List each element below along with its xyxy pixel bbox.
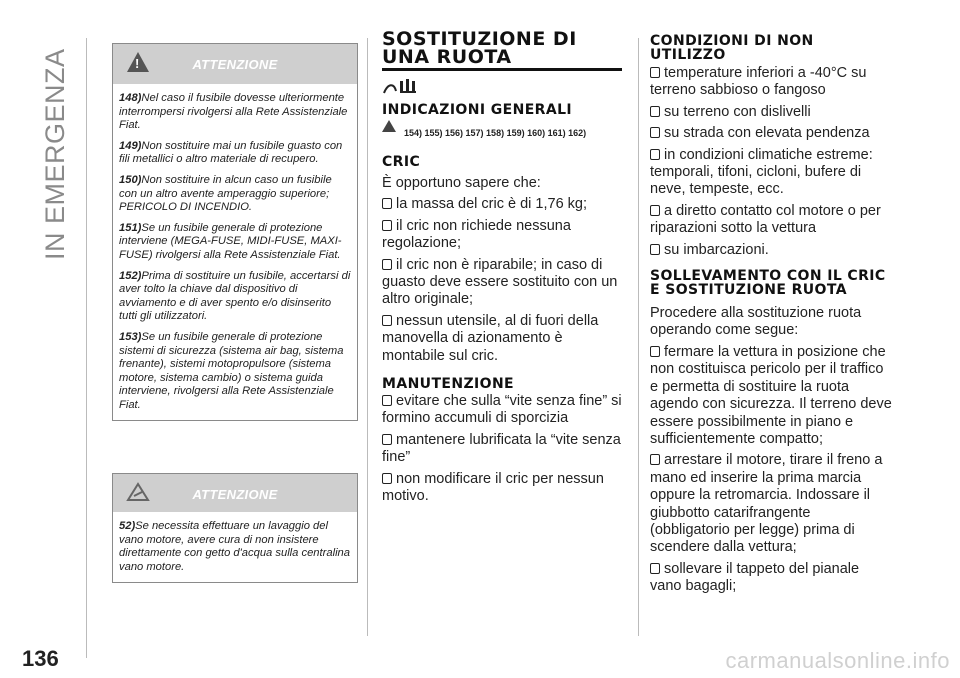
warning-refs: 154) 155) 156) 157) 158) 159) 160) 161) 162) bbox=[404, 128, 587, 138]
list-item: a diretto contatto col motore o per riparazioni sotto la vettura bbox=[650, 202, 881, 237]
warning-box-fuses bbox=[112, 43, 358, 421]
list-item: mantenere lubrificata la “vite senza fine” bbox=[382, 431, 621, 466]
bullet-icon bbox=[650, 127, 660, 138]
list-item: nessun utensile, al di fuori della manovella di azionamento è montabile sul cric. bbox=[382, 312, 599, 364]
warning-body bbox=[113, 84, 357, 420]
page-title: SOSTITUZIONE DI UNA RUOTA bbox=[382, 28, 577, 68]
bullet-icon bbox=[650, 563, 660, 574]
bullet-icon bbox=[650, 346, 660, 357]
bullet-icon bbox=[650, 244, 660, 255]
list-item: non modificare il cric per nessun motivo. bbox=[382, 470, 604, 505]
bullet-icon bbox=[382, 473, 392, 484]
bullet-icon bbox=[382, 315, 392, 326]
side-tab-label: IN EMERGENZA bbox=[40, 48, 70, 260]
list-item: su imbarcazioni. bbox=[650, 242, 892, 259]
warning-paragraph: 151)Se un fusibile generale di protezione interviene (MEGA-FUSE, MIDI-FUSE, MAXI-FUSE) rivolgersi alla Rete Assistenziale Fiat. bbox=[119, 221, 342, 261]
bullet-icon bbox=[650, 454, 660, 465]
bullet-icon bbox=[650, 67, 660, 78]
column-divider-2 bbox=[638, 38, 639, 636]
section-heading-lifting: SOLLEVAMENTO CON IL CRIC E SOSTITUZIONE RUOTA bbox=[650, 268, 886, 299]
bullet-icon bbox=[382, 198, 392, 209]
warning-paragraph: 148)Nel caso il fusibile dovesse ulteriormente interrompersi rivolgersi alla Rete Assistenziale Fiat. bbox=[119, 92, 348, 132]
warning-paragraph: 149)Non sostituire mai un fusibile guasto con fili metallici o altro materiale di recupero. bbox=[119, 139, 343, 166]
bullet-icon bbox=[382, 220, 392, 231]
section-heading-cric: CRIC bbox=[382, 154, 421, 170]
warning-triangle-icon bbox=[382, 120, 396, 132]
bullet-icon bbox=[382, 434, 392, 445]
list-item: temperature inferiori a -40°C su terreno sabbioso o fangoso bbox=[650, 65, 867, 99]
list-item: arrestare il motore, tirare il freno a mano ed inserire la prima marcia oppure la retromarcia. Indossare il giubbotto catarifrangente (obbligatorio per legge) prima di scendere dalla vettura; bbox=[650, 452, 883, 556]
title-rule bbox=[382, 68, 622, 71]
section-heading-maintenance: MANUTENZIONE bbox=[382, 376, 515, 393]
lift-intro: Procedere alla sostituzione ruota operando come segue: bbox=[650, 305, 862, 339]
list-item: la massa del cric è di 1,76 kg; bbox=[382, 196, 622, 213]
mechanic-symbol-icon bbox=[382, 77, 422, 97]
warning-header: ! ATTENZIONE bbox=[113, 44, 357, 84]
warning-paragraph: 152)Prima di sostituire un fusibile, accertarsi di aver tolto la chiave dal dispositivo di avviamento e di aver spento e/o disinserito tutti gli utilizzatori. bbox=[119, 269, 351, 323]
bullet-icon bbox=[382, 395, 392, 406]
cric-intro: È opportuno sapere che: bbox=[382, 175, 541, 191]
bullet-icon bbox=[650, 106, 660, 117]
warning-title: ATTENZIONE bbox=[192, 487, 278, 502]
bullet-icon bbox=[382, 259, 392, 270]
watermark: carmanualsonline.info bbox=[725, 648, 950, 673]
list-item: su terreno con dislivelli bbox=[650, 104, 892, 121]
bullet-icon bbox=[650, 205, 660, 216]
side-divider bbox=[86, 38, 87, 658]
section-heading-conditions: CONDIZIONI DI NON UTILIZZO bbox=[650, 33, 814, 63]
list-item: su strada con elevata pendenza bbox=[650, 125, 892, 142]
warning-header bbox=[113, 474, 357, 512]
list-item: sollevare il tappeto del pianale vano bagagli; bbox=[650, 560, 860, 595]
section-heading-general: INDICAZIONI GENERALI bbox=[382, 102, 573, 118]
warning-title: ATTENZIONE bbox=[192, 57, 278, 72]
column-conditions bbox=[650, 34, 892, 600]
column-divider-1 bbox=[367, 38, 368, 636]
warning-body bbox=[113, 512, 357, 582]
refs-row bbox=[382, 123, 622, 141]
warning-paragraph: 150)Non sostituire in alcun caso un fusibile con un altro avente amperaggio superiore; PERICOLO DI INCENDIO. bbox=[119, 173, 332, 214]
list-item: il cric non richiede nessuna regolazione; bbox=[382, 217, 571, 252]
warning-paragraph: 153)Se un fusibile generale di protezione sistemi di sicurezza (sistema air bag, sistema frenante), sistemi motopropulsore (sistema motore, sistema cambio) o sistema guida interviene, rivolgersi alla Rete Assistenziale Fiat. bbox=[119, 330, 344, 411]
list-item: fermare la vettura in posizione che non costituisca pericolo per il traffico e permetta di sostituire la ruota agendo con sicurezza. Il terreno deve essere possibilmente in piano e sufficientemente compatto; bbox=[650, 343, 892, 447]
list-item: il cric non è riparabile; in caso di guasto deve essere sostituito con un altro originale; bbox=[382, 256, 618, 308]
page-number: 136 bbox=[22, 646, 59, 671]
warning-paragraph: 52)Se necessita effettuare un lavaggio del vano motore, avere cura di non insistere direttamente con getto d'acqua sulla centralina vano motore. bbox=[119, 520, 351, 573]
column-wheel-change bbox=[382, 30, 622, 510]
warning-box-washing bbox=[112, 473, 358, 583]
list-item: in condizioni climatiche estreme: temporali, tifoni, cicloni, bufere di neve, tempeste, ecc. bbox=[650, 146, 873, 198]
bullet-icon bbox=[650, 149, 660, 160]
list-item: evitare che sulla “vite senza fine” si formino accumuli di sporcizia bbox=[382, 393, 622, 427]
